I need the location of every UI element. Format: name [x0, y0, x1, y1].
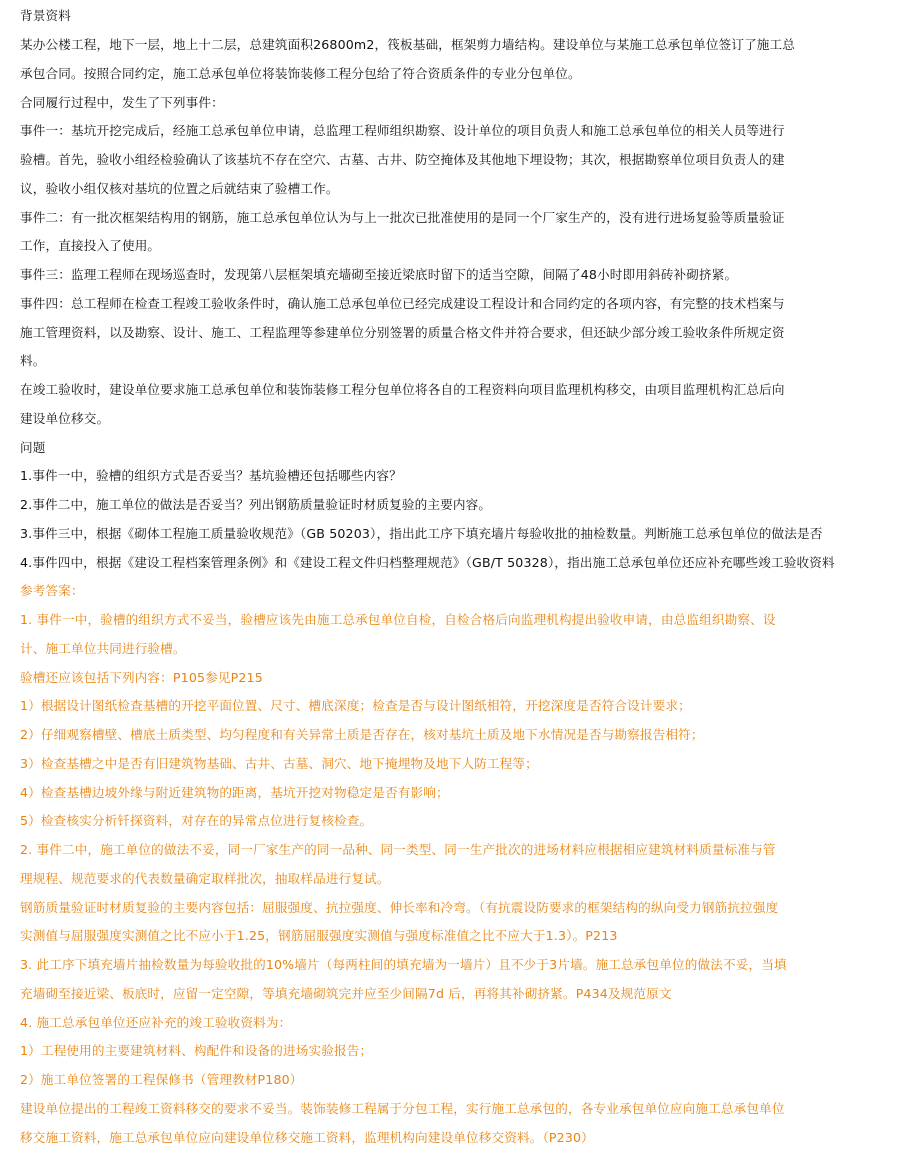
background-heading: 背景资料 — [20, 8, 71, 23]
question-item: 3.事件三中，根据《砌体工程施工质量验收规范》（GB 50203），指出此工序下填充墙片每验收批的抽检数量。判断施工总承包单位的做法是否 — [20, 526, 823, 541]
answer-line: 建设单位提出的工程竣工资料移交的要求不妥当。装饰装修工程属于分包工程，实行施工总承包的，各专业承包单位应向施工总承包单位 — [20, 1101, 785, 1116]
background-line: 合同履行过程中，发生了下列事件： — [20, 95, 224, 110]
answer-line: 2）仔细观察槽壁、槽底土质类型、均匀程度和有关异常土质是否存在，核对基坑土质及地下水情况是否与勘察报告相符； — [20, 727, 704, 742]
answers-heading: 参考答案： — [20, 583, 84, 598]
question-item: 4.事件四中，根据《建设工程档案管理条例》和《建设工程文件归档整理规范》（GB/T 50328），指出施工总承包单位还应补充哪些竣工验收资料 — [20, 555, 835, 570]
answer-line: 钢筋质量验证时材质复验的主要内容包括：屈服强度、抗拉强度、伸长率和冷弯。（有抗震设防要求的框架结构的纵向受力钢筋抗拉强度 — [20, 900, 779, 915]
answer-line: 4. 施工总承包单位还应补充的竣工验收资料为： — [20, 1015, 292, 1030]
background-line: 建设单位移交。 — [20, 411, 110, 426]
answer-line: 理规程、规范要求的代表数量确定取样批次，抽取样品进行复试。 — [20, 871, 390, 886]
background-line: 工作，直接投入了使用。 — [20, 238, 161, 253]
answer-line: 实测值与屈服强度实测值之比不应小于1.25，钢筋屈服强度实测值与强度标准值之比不应大于1.3）。P213 — [20, 928, 618, 943]
answer-line: 4）检查基槽边坡外缘与附近建筑物的距离，基坑开挖对物稳定是否有影响； — [20, 785, 449, 800]
answer-line: 1. 事件一中，验槽的组织方式不妥当，验槽应该先由施工总承包单位自检，自检合格后向监理机构提出验收申请，由总监组织勘察、设 — [20, 612, 776, 627]
background-line: 在竣工验收时，建设单位要求施工总承包单位和装饰装修工程分包单位将各自的工程资料向项目监理机构移交，由项目监理机构汇总后向 — [20, 382, 785, 397]
answer-line: 2. 事件二中，施工单位的做法不妥，同一厂家生产的同一品种、同一类型、同一生产批次的进场材料应根据相应建筑材料质量标准与管 — [20, 842, 776, 857]
answer-line: 验槽还应该包括下列内容：P105参见P215 — [20, 670, 263, 685]
background-line: 议，验收小组仅核对基坑的位置之后就结束了验槽工作。 — [20, 181, 339, 196]
background-line: 事件四：总工程师在检查工程竣工验收条件时，确认施工总承包单位已经完成建设工程设计和合同约定的各项内容，有完整的技术档案与 — [20, 296, 785, 311]
answer-line: 移交施工资料，施工总承包单位应向建设单位移交施工资料，监理机构向建设单位移交资料。（P230） — [20, 1130, 594, 1145]
answer-line: 3）检查基槽之中是否有旧建筑物基础、古井、古墓、洞穴、地下掩埋物及地下人防工程等； — [20, 756, 538, 771]
background-line: 料。 — [20, 353, 46, 368]
answer-line: 1）根据设计图纸检查基槽的开挖平面位置、尺寸、槽底深度；检查是否与设计图纸相符，开挖深度是否符合设计要求； — [20, 698, 691, 713]
answer-line: 2）施工单位签署的工程保修书（管理教材P180） — [20, 1072, 303, 1087]
background-line: 施工管理资料，以及勘察、设计、施工、工程监理等参建单位分别签署的质量合格文件并符合要求，但还缺少部分竣工验收条件所规定资 — [20, 325, 785, 340]
answer-line: 1）工程使用的主要建筑材料、构配件和设备的进场实验报告； — [20, 1043, 373, 1058]
background-line: 事件三：监理工程师在现场巡查时，发现第八层框架填充墙砌至接近梁底时留下的适当空隙，间隔了48小时即用斜砖补砌挤紧。 — [20, 267, 738, 282]
background-line: 承包合同。按照合同约定，施工总承包单位将装饰装修工程分包给了符合资质条件的专业分包单位。 — [20, 66, 581, 81]
answer-line: 充墙砌至接近梁、板底时，应留一定空隙，等填充墙砌筑完并应至少间隔7d 后，再将其补砌挤紧。P434及规范原文 — [20, 986, 672, 1001]
background-line: 某办公楼工程，地下一层，地上十二层，总建筑面积26800m2，筏板基础，框架剪力墙结构。建设单位与某施工总承包单位签订了施工总 — [20, 37, 796, 52]
background-line: 验槽。首先，验收小组经检验确认了该基坑不存在空穴、古墓、古井、防空掩体及其他地下埋设物；其次，根据勘察单位项目负责人的建 — [20, 152, 785, 167]
question-item: 1.事件一中，验槽的组织方式是否妥当？基坑验槽还包括哪些内容？ — [20, 468, 402, 483]
answer-line: 3. 此工序下填充墙片抽检数量为每验收批的10%墙片（每两柱间的填充墙为一墙片）且不少于3片墙。施工总承包单位的做法不妥，当填 — [20, 957, 787, 972]
question-item: 2.事件二中，施工单位的做法是否妥当？列出钢筋质量验证时材质复验的主要内容。 — [20, 497, 492, 512]
answer-line: 计、施工单位共同进行验槽。 — [20, 641, 186, 656]
questions-heading: 问题 — [20, 440, 46, 455]
background-line: 事件二：有一批次框架结构用的钢筋，施工总承包单位认为与上一批次已批准使用的是同一个厂家生产的，没有进行进场复验等质量验证 — [20, 210, 785, 225]
answer-line: 5）检查核实分析钎探资料，对存在的异常点位进行复核检查。 — [20, 813, 373, 828]
background-line: 事件一：基坑开挖完成后，经施工总承包单位申请，总监理工程师组织勘察、设计单位的项目负责人和施工总承包单位的相关人员等进行 — [20, 123, 785, 138]
